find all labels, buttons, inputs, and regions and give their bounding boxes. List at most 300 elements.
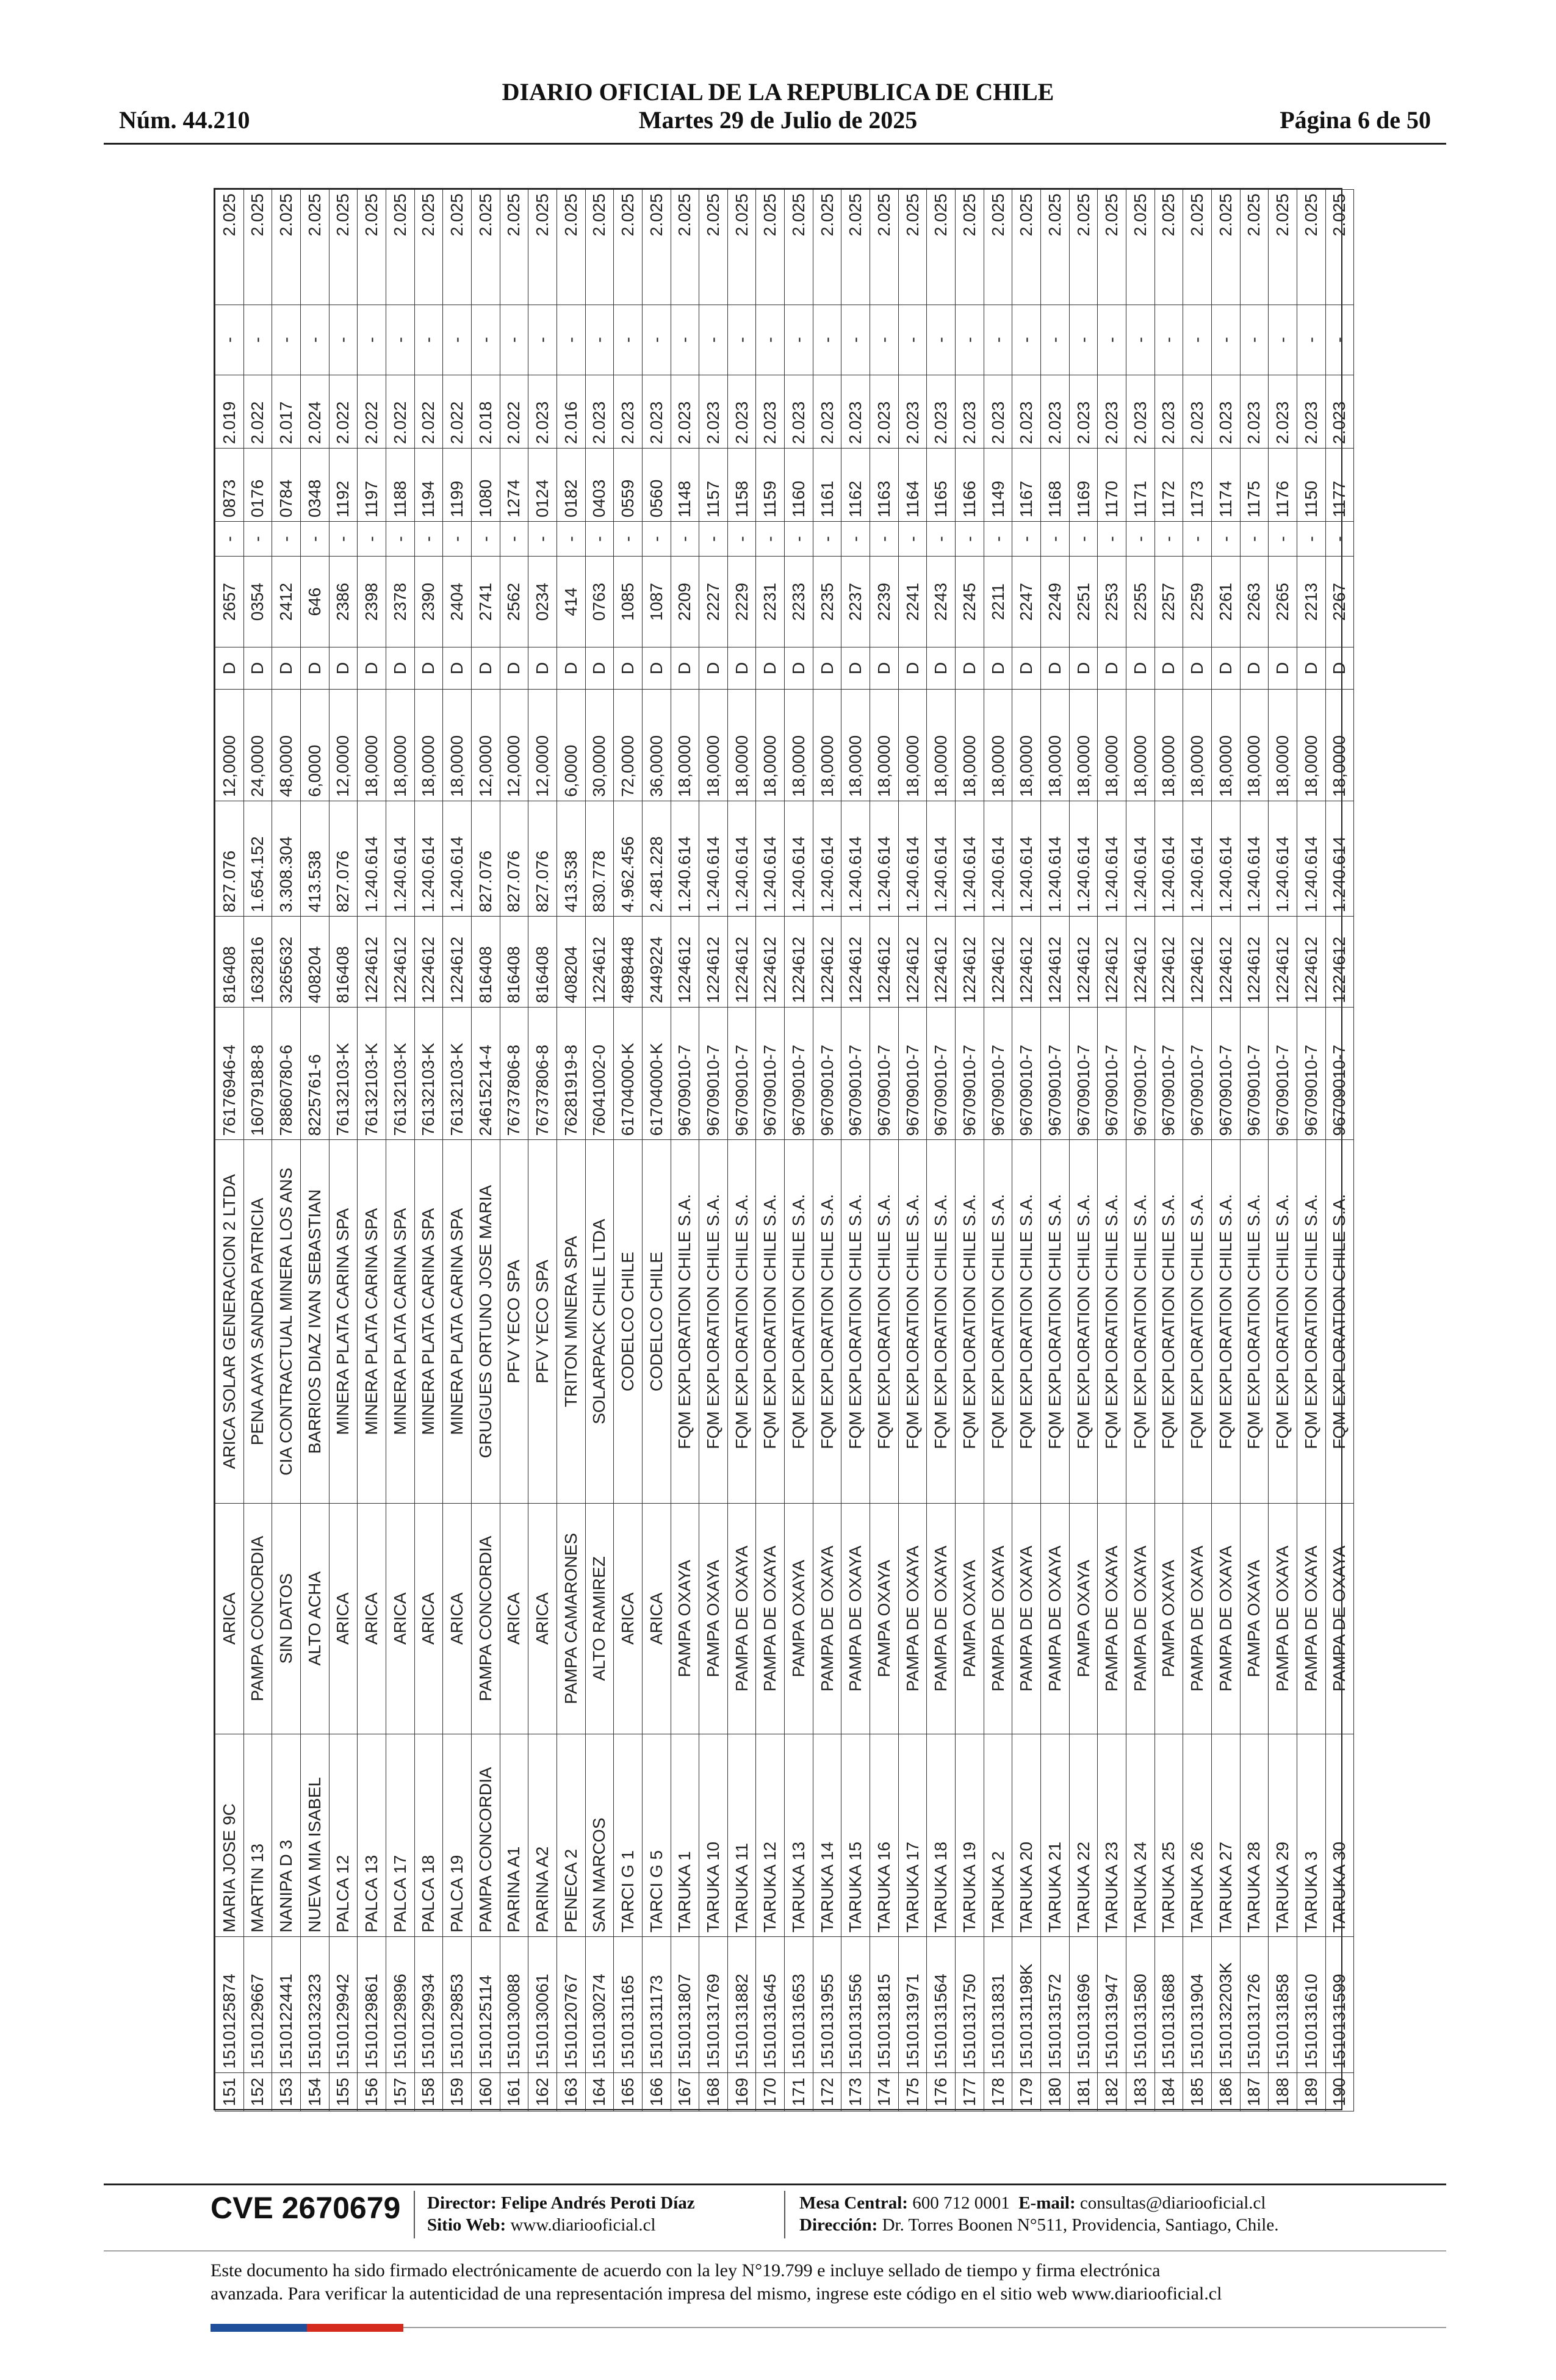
location-cell: PAMPA OXAYA [699, 1503, 728, 1734]
hectares-cell: 18,0000 [1126, 689, 1155, 801]
number-cell: 1170 [1098, 448, 1126, 521]
foja-cell: 2253 [1098, 557, 1126, 647]
year-cell: 2.022 [358, 375, 386, 448]
director-line [427, 2192, 695, 2214]
concession-name-cell: PALCA 18 [414, 1734, 443, 1936]
owner-cell: FQM EXPLORATION CHILE S.A. [785, 1140, 813, 1503]
email-link[interactable]: consultas@diariooficial.cl [1079, 2193, 1266, 2213]
rol-cell: 1510131688 [1154, 1936, 1183, 2072]
concession-name-cell: TARUKA 1 [671, 1734, 699, 1936]
rol-cell: 1510131815 [870, 1936, 899, 2072]
foja-cell: 2227 [699, 557, 728, 647]
dash-cell: - [841, 305, 870, 375]
owner-cell: FQM EXPLORATION CHILE S.A. [956, 1140, 984, 1503]
hectares-cell: 18,0000 [358, 689, 386, 801]
hectares-cell: 18,0000 [898, 689, 927, 801]
location-cell: ARICA [215, 1503, 244, 1734]
type-cell: D [956, 647, 984, 690]
table-row [500, 190, 528, 2111]
owner-cell: FQM EXPLORATION CHILE S.A. [1154, 1140, 1183, 1503]
cve-code: CVE 2670679 [211, 2191, 401, 2225]
tax-year-cell: 2.025 [1098, 190, 1126, 305]
gazette-title: DIARIO OFICIAL DE LA REPUBLICA DE CHILE [502, 78, 1054, 106]
table-row [841, 190, 870, 2111]
year-cell: 2.023 [785, 375, 813, 448]
year-cell: 2.022 [386, 375, 414, 448]
tax-year-cell: 2.025 [414, 190, 443, 305]
dash-cell: - [1098, 522, 1126, 557]
hectares-cell: 12,0000 [329, 689, 358, 801]
foja-cell: 646 [300, 557, 329, 647]
dash-cell: - [243, 305, 272, 375]
owner-cell: ARICA SOLAR GENERACION 2 LTDA [215, 1140, 244, 1503]
foja-cell: 2231 [756, 557, 785, 647]
dash-cell: - [785, 522, 813, 557]
hectares-cell: 12,0000 [500, 689, 528, 801]
type-cell: D [414, 647, 443, 690]
tax-year-cell: 2.025 [500, 190, 528, 305]
rol-cell: 1510131831 [984, 1936, 1012, 2072]
amount-formatted-cell: 1.654.152 [243, 801, 272, 917]
owner-cell: FQM EXPLORATION CHILE S.A. [727, 1140, 756, 1503]
row-number-cell: 188 [1269, 2073, 1297, 2111]
rut-cell: 96709010-7 [870, 1007, 899, 1140]
type-cell: D [1126, 647, 1155, 690]
table-row [243, 190, 272, 2111]
tax-year-cell: 2.025 [956, 190, 984, 305]
owner-cell: FQM EXPLORATION CHILE S.A. [1183, 1140, 1212, 1503]
rol-cell: 1510131564 [927, 1936, 956, 2072]
number-cell: 1171 [1126, 448, 1155, 521]
owner-cell: FQM EXPLORATION CHILE S.A. [1098, 1140, 1126, 1503]
owner-cell: FQM EXPLORATION CHILE S.A. [984, 1140, 1012, 1503]
hectares-cell: 18,0000 [1012, 689, 1041, 801]
row-number-cell: 189 [1297, 2073, 1325, 2111]
dash-cell: - [329, 522, 358, 557]
concession-name-cell: TARUKA 23 [1098, 1734, 1126, 1936]
rut-cell: 78860780-6 [272, 1007, 301, 1140]
year-cell: 2.023 [1069, 375, 1098, 448]
table-row [614, 190, 643, 2111]
rut-cell: 96709010-7 [671, 1007, 699, 1140]
contact-line [799, 2192, 1266, 2214]
type-cell: D [699, 647, 728, 690]
type-cell: D [471, 647, 500, 690]
tax-year-cell: 2.025 [984, 190, 1012, 305]
amount-cell: 408204 [556, 916, 585, 1007]
tax-year-cell: 2.025 [329, 190, 358, 305]
hectares-cell: 36,0000 [642, 689, 671, 801]
tax-year-cell: 2.025 [386, 190, 414, 305]
tax-year-cell: 2.025 [898, 190, 927, 305]
dash-cell: - [243, 522, 272, 557]
tax-year-cell: 2.025 [528, 190, 557, 305]
row-number-cell: 158 [414, 2073, 443, 2111]
dash-cell: - [556, 522, 585, 557]
hectares-cell: 18,0000 [699, 689, 728, 801]
dash-cell: - [727, 522, 756, 557]
type-cell: D [1069, 647, 1098, 690]
amount-cell: 1224612 [1269, 916, 1297, 1007]
amount-cell: 1224612 [585, 916, 614, 1007]
number-cell: 1274 [500, 448, 528, 521]
amount-formatted-cell: 1.240.614 [870, 801, 899, 917]
foja-cell: 2251 [1069, 557, 1098, 647]
dash-cell: - [414, 522, 443, 557]
dash-cell: - [471, 522, 500, 557]
table-row [1012, 190, 1041, 2111]
rut-cell: 96709010-7 [956, 1007, 984, 1140]
year-cell: 2.022 [243, 375, 272, 448]
number-cell: 0873 [215, 448, 244, 521]
location-cell: PAMPA OXAYA [956, 1503, 984, 1734]
row-number-cell: 185 [1183, 2073, 1212, 2111]
amount-formatted-cell: 1.240.614 [813, 801, 841, 917]
location-cell: PAMPA OXAYA [671, 1503, 699, 1734]
rol-cell: 1510131556 [841, 1936, 870, 2072]
foja-cell: 2265 [1269, 557, 1297, 647]
amount-cell: 1224612 [358, 916, 386, 1007]
tax-year-cell: 2.025 [813, 190, 841, 305]
tax-year-cell: 2.025 [841, 190, 870, 305]
year-cell: 2.023 [585, 375, 614, 448]
location-cell: SIN DATOS [272, 1503, 301, 1734]
amount-cell: 1224612 [898, 916, 927, 1007]
rut-cell: 76041002-0 [585, 1007, 614, 1140]
dash-cell: - [414, 305, 443, 375]
number-cell: 0124 [528, 448, 557, 521]
table-row [699, 190, 728, 2111]
amount-formatted-cell: 827.076 [329, 801, 358, 917]
owner-cell: FQM EXPLORATION CHILE S.A. [870, 1140, 899, 1503]
rol-cell: 1510131971 [898, 1936, 927, 2072]
year-cell: 2.023 [1240, 375, 1269, 448]
year-cell: 2.023 [870, 375, 899, 448]
foja-cell: 2233 [785, 557, 813, 647]
rol-cell: 1510131750 [956, 1936, 984, 2072]
amount-cell: 1224612 [1325, 916, 1354, 1007]
amount-formatted-cell: 1.240.614 [1126, 801, 1155, 917]
table-row [1126, 190, 1155, 2111]
concession-name-cell: PAMPA CONCORDIA [471, 1734, 500, 1936]
concession-name-cell: TARUKA 16 [870, 1734, 899, 1936]
amount-formatted-cell: 1.240.614 [898, 801, 927, 917]
number-cell: 1192 [329, 448, 358, 521]
dash-cell: - [785, 305, 813, 375]
amount-formatted-cell: 1.240.614 [841, 801, 870, 917]
rut-cell: 96709010-7 [1269, 1007, 1297, 1140]
header-rule [104, 143, 1446, 145]
owner-cell: FQM EXPLORATION CHILE S.A. [1240, 1140, 1269, 1503]
hectares-cell: 12,0000 [471, 689, 500, 801]
amount-formatted-cell: 1.240.614 [699, 801, 728, 917]
rut-cell: 96709010-7 [1126, 1007, 1155, 1140]
year-cell: 2.023 [699, 375, 728, 448]
tax-year-cell: 2.025 [785, 190, 813, 305]
type-cell: D [585, 647, 614, 690]
owner-cell: BARRIOS DIAZ IVAN SEBASTIAN [300, 1140, 329, 1503]
hectares-cell: 18,0000 [756, 689, 785, 801]
dash-cell: - [1211, 305, 1240, 375]
concession-name-cell: TARUKA 24 [1126, 1734, 1155, 1936]
table-row [215, 190, 244, 2111]
year-cell: 2.023 [614, 375, 643, 448]
table-row [813, 190, 841, 2111]
year-cell: 2.022 [329, 375, 358, 448]
dash-cell: - [984, 305, 1012, 375]
type-cell: D [614, 647, 643, 690]
amount-cell: 408204 [300, 916, 329, 1007]
hectares-cell: 18,0000 [1041, 689, 1070, 801]
location-cell: ARICA [358, 1503, 386, 1734]
type-cell: D [1269, 647, 1297, 690]
director-name: Felipe Andrés Peroti Díaz [501, 2193, 695, 2213]
row-number-cell: 178 [984, 2073, 1012, 2111]
rut-cell: 61704000-K [642, 1007, 671, 1140]
rut-cell: 76176946-4 [215, 1007, 244, 1140]
amount-formatted-cell: 1.240.614 [1041, 801, 1070, 917]
tax-year-cell: 2.025 [927, 190, 956, 305]
hectares-cell: 18,0000 [956, 689, 984, 801]
row-number-cell: 165 [614, 2073, 643, 2111]
foja-cell: 2243 [927, 557, 956, 647]
hectares-cell: 18,0000 [1183, 689, 1212, 801]
table-row [756, 190, 785, 2111]
dash-cell: - [500, 522, 528, 557]
owner-cell: SOLARPACK CHILE LTDA [585, 1140, 614, 1503]
hectares-cell: 6,0000 [300, 689, 329, 801]
row-number-cell: 154 [300, 2073, 329, 2111]
row-number-cell: 164 [585, 2073, 614, 2111]
amount-formatted-cell: 1.240.614 [1069, 801, 1098, 917]
year-cell: 2.023 [898, 375, 927, 448]
concession-name-cell: TARUKA 11 [727, 1734, 756, 1936]
dash-cell: - [585, 522, 614, 557]
tax-year-cell: 2.025 [1069, 190, 1098, 305]
rut-cell: 61704000-K [614, 1007, 643, 1140]
rut-cell: 76281919-8 [556, 1007, 585, 1140]
rut-cell: 96709010-7 [841, 1007, 870, 1140]
rut-cell: 96709010-7 [813, 1007, 841, 1140]
table-row [414, 190, 443, 2111]
number-cell: 1157 [699, 448, 728, 521]
number-cell: 1175 [1240, 448, 1269, 521]
rut-cell: 76132103-K [358, 1007, 386, 1140]
concession-name-cell: TARUKA 26 [1183, 1734, 1212, 1936]
location-cell: PAMPA DE OXAYA [1325, 1503, 1354, 1734]
type-cell: D [272, 647, 301, 690]
row-number-cell: 174 [870, 2073, 899, 2111]
type-cell: D [756, 647, 785, 690]
location-cell: PAMPA DE OXAYA [898, 1503, 927, 1734]
rol-cell: 1510130274 [585, 1936, 614, 2072]
amount-formatted-cell: 1.240.614 [443, 801, 472, 917]
foja-cell: 0354 [243, 557, 272, 647]
concession-name-cell: TARUKA 12 [756, 1734, 785, 1936]
dash-cell: - [984, 522, 1012, 557]
foja-cell: 2657 [215, 557, 244, 647]
rol-cell: 1510132323 [300, 1936, 329, 2072]
hectares-cell: 18,0000 [1211, 689, 1240, 801]
amount-formatted-cell: 1.240.614 [1098, 801, 1126, 917]
row-number-cell: 169 [727, 2073, 756, 2111]
type-cell: D [500, 647, 528, 690]
table-row [556, 190, 585, 2111]
rol-cell: 1510131807 [671, 1936, 699, 2072]
foja-cell: 2209 [671, 557, 699, 647]
rut-cell: 76737806-8 [528, 1007, 557, 1140]
number-cell: 1197 [358, 448, 386, 521]
owner-cell: MINERA PLATA CARINA SPA [358, 1140, 386, 1503]
table-row [1211, 190, 1240, 2111]
hectares-cell: 30,0000 [585, 689, 614, 801]
tax-year-cell: 2.025 [699, 190, 728, 305]
year-cell: 2.023 [984, 375, 1012, 448]
number-cell: 1199 [443, 448, 472, 521]
amount-formatted-cell: 827.076 [471, 801, 500, 917]
year-cell: 2.022 [500, 375, 528, 448]
amount-formatted-cell: 1.240.614 [984, 801, 1012, 917]
type-cell: D [443, 647, 472, 690]
table-row [358, 190, 386, 2111]
dash-cell: - [300, 522, 329, 557]
amount-formatted-cell: 1.240.614 [414, 801, 443, 917]
hectares-cell: 18,0000 [1240, 689, 1269, 801]
owner-cell: MINERA PLATA CARINA SPA [386, 1140, 414, 1503]
row-number-cell: 156 [358, 2073, 386, 2111]
owner-cell: FQM EXPLORATION CHILE S.A. [1325, 1140, 1354, 1503]
row-number-cell: 171 [785, 2073, 813, 2111]
rut-cell: 76737806-8 [500, 1007, 528, 1140]
rut-cell: 76132103-K [414, 1007, 443, 1140]
amount-formatted-cell: 827.076 [215, 801, 244, 917]
amount-cell: 1632816 [243, 916, 272, 1007]
location-cell: PAMPA DE OXAYA [1012, 1503, 1041, 1734]
address-value: Dr. Torres Boonen N°511, Providencia, Santiago, Chile. [882, 2215, 1279, 2235]
type-cell: D [785, 647, 813, 690]
dash-cell: - [1183, 305, 1212, 375]
year-cell: 2.023 [671, 375, 699, 448]
amount-cell: 1224612 [984, 916, 1012, 1007]
foja-cell: 2211 [984, 557, 1012, 647]
concession-name-cell: PALCA 12 [329, 1734, 358, 1936]
rol-cell: 1510129934 [414, 1936, 443, 2072]
hectares-cell: 72,0000 [614, 689, 643, 801]
table-row [1269, 190, 1297, 2111]
type-cell: D [1183, 647, 1212, 690]
amount-formatted-cell: 1.240.614 [1269, 801, 1297, 917]
owner-cell: FQM EXPLORATION CHILE S.A. [671, 1140, 699, 1503]
tax-year-cell: 2.025 [1211, 190, 1240, 305]
concession-name-cell: TARUKA 25 [1154, 1734, 1183, 1936]
hectares-cell: 18,0000 [1154, 689, 1183, 801]
amount-formatted-cell: 1.240.614 [785, 801, 813, 917]
amount-cell: 1224612 [1154, 916, 1183, 1007]
tax-year-cell: 2.025 [443, 190, 472, 305]
type-cell: D [243, 647, 272, 690]
number-cell: 0348 [300, 448, 329, 521]
amount-cell: 4898448 [614, 916, 643, 1007]
row-number-cell: 168 [699, 2073, 728, 2111]
amount-formatted-cell: 1.240.614 [927, 801, 956, 917]
row-number-cell: 187 [1240, 2073, 1269, 2111]
number-cell: 0182 [556, 448, 585, 521]
concession-name-cell: TARUKA 10 [699, 1734, 728, 1936]
row-number-cell: 175 [898, 2073, 927, 2111]
location-cell: PAMPA CONCORDIA [243, 1503, 272, 1734]
amount-cell: 816408 [500, 916, 528, 1007]
rut-cell: 76132103-K [443, 1007, 472, 1140]
hectares-cell: 12,0000 [215, 689, 244, 801]
rut-cell: 96709010-7 [1211, 1007, 1240, 1140]
location-cell: ARICA [329, 1503, 358, 1734]
table-row [300, 190, 329, 2111]
year-cell: 2.017 [272, 375, 301, 448]
location-cell: PAMPA OXAYA [1154, 1503, 1183, 1734]
address-line [799, 2214, 1278, 2236]
table-row [528, 190, 557, 2111]
dash-cell: - [642, 305, 671, 375]
email-label: E-mail: [1018, 2193, 1076, 2213]
concession-name-cell: PALCA 19 [443, 1734, 472, 1936]
dash-cell: - [927, 305, 956, 375]
location-cell: PAMPA OXAYA [785, 1503, 813, 1734]
location-cell: ARICA [386, 1503, 414, 1734]
rol-cell: 1510129896 [386, 1936, 414, 2072]
concession-name-cell: TARUKA 3 [1297, 1734, 1325, 1936]
dash-cell: - [870, 305, 899, 375]
rut-cell: 96709010-7 [927, 1007, 956, 1140]
dash-cell: - [870, 522, 899, 557]
year-cell: 2.023 [813, 375, 841, 448]
number-cell: 1161 [813, 448, 841, 521]
rol-cell: 1510129942 [329, 1936, 358, 2072]
rol-cell: 1510131696 [1069, 1936, 1098, 2072]
amount-cell: 1224612 [386, 916, 414, 1007]
amount-cell: 816408 [528, 916, 557, 1007]
tax-year-cell: 2.025 [727, 190, 756, 305]
location-cell: ALTO RAMIREZ [585, 1503, 614, 1734]
concession-name-cell: PARINA A1 [500, 1734, 528, 1936]
tax-year-cell: 2.025 [471, 190, 500, 305]
concession-name-cell: TARUKA 18 [927, 1734, 956, 1936]
rol-cell: 1510131599 [1325, 1936, 1354, 2072]
number-cell: 1163 [870, 448, 899, 521]
amount-formatted-cell: 1.240.614 [358, 801, 386, 917]
owner-cell: PFV YECO SPA [528, 1140, 557, 1503]
rol-cell: 1510129861 [358, 1936, 386, 2072]
concession-name-cell: PALCA 13 [358, 1734, 386, 1936]
dash-cell: - [386, 305, 414, 375]
concession-name-cell: PALCA 17 [386, 1734, 414, 1936]
amount-cell: 1224612 [785, 916, 813, 1007]
type-cell: D [898, 647, 927, 690]
number-cell: 1174 [1211, 448, 1240, 521]
rut-cell: 96709010-7 [1098, 1007, 1126, 1140]
dash-cell: - [756, 522, 785, 557]
rol-cell: 1510129853 [443, 1936, 472, 2072]
amount-formatted-cell: 413.538 [556, 801, 585, 917]
concession-name-cell: TARUKA 29 [1269, 1734, 1297, 1936]
year-cell: 2.023 [528, 375, 557, 448]
dash-cell: - [927, 522, 956, 557]
dash-cell: - [1069, 522, 1098, 557]
row-number-cell: 160 [471, 2073, 500, 2111]
tax-year-cell: 2.025 [215, 190, 244, 305]
website-link[interactable]: www.diariooficial.cl [510, 2215, 656, 2235]
rol-cell: 1510131610 [1297, 1936, 1325, 2072]
row-number-cell: 166 [642, 2073, 671, 2111]
